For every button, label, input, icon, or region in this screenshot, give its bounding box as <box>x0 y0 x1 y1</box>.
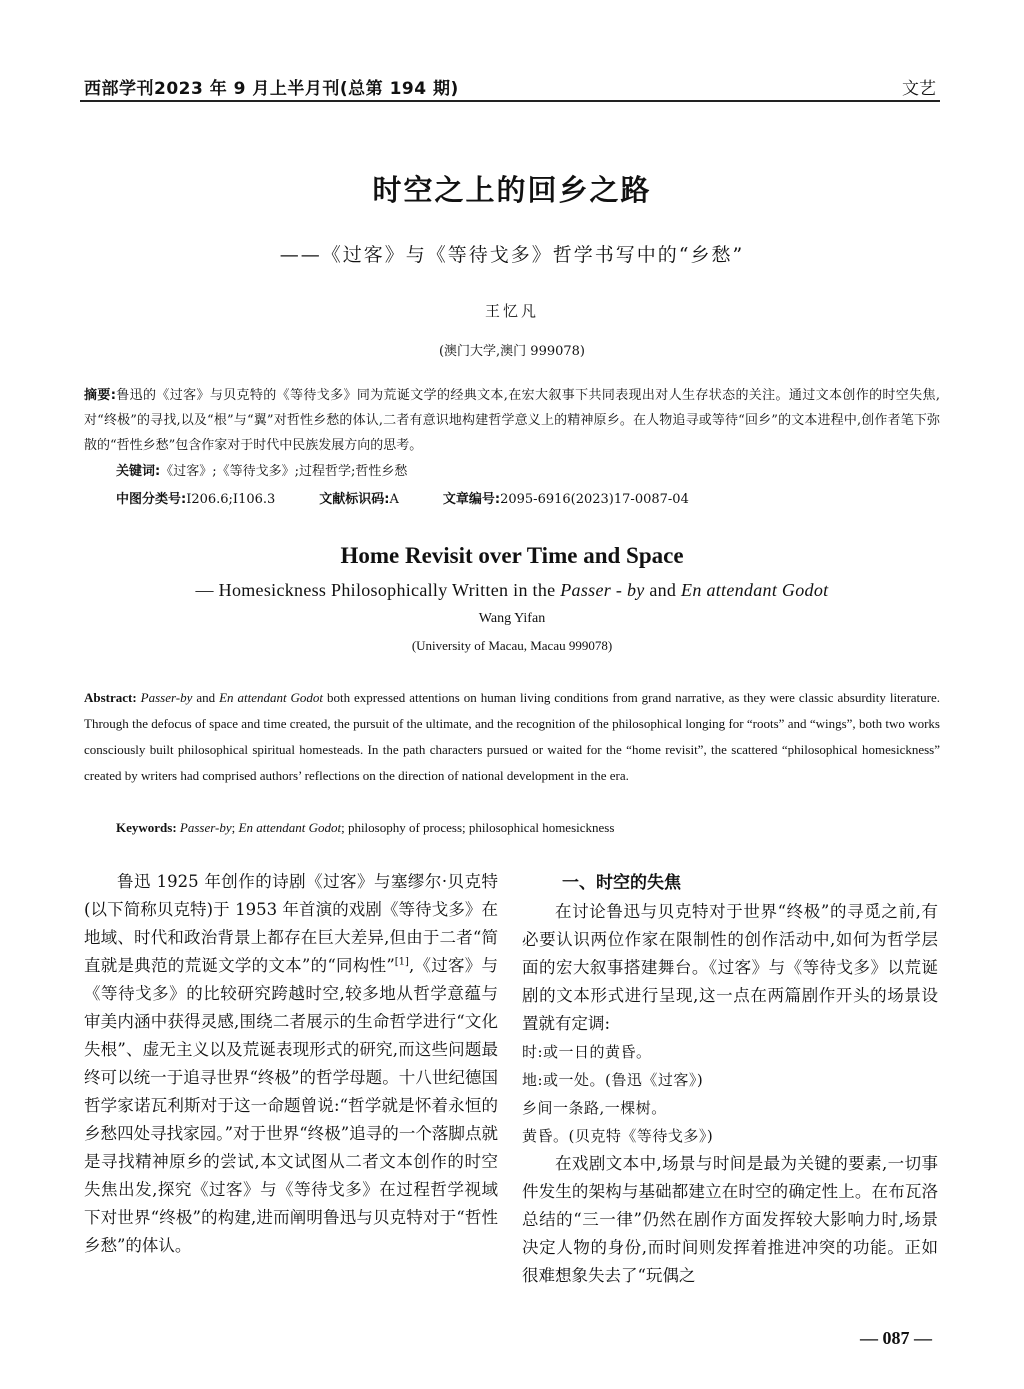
chinese-keywords <box>116 459 407 484</box>
abstract-label: 摘要: <box>84 388 116 403</box>
en-keywords-label: Keywords: <box>116 820 177 835</box>
article-no-label: 文章编号: <box>442 492 501 507</box>
body-paragraph: 在讨论鲁迅与贝克特对于世界“终极”的寻觅之前,有必要认识两位作家在限制性的创作活动中,如何为哲学层面的宏大叙事搭建舞台。《过客》与《等待戈多》以荒诞剧的文本形式进行呈现,这一点在两篇剧作开头的场景设置就有定调: <box>522 902 938 1033</box>
quote-line: 时:或一日的黄昏。 <box>522 1043 652 1061</box>
en-sub-prefix: — Homesickness Philosophically Written in the <box>195 580 561 600</box>
journal-header: 西部学刊2023 年 9 月上半月刊(总第 194 期) <box>84 79 459 99</box>
english-abstract <box>84 685 940 789</box>
en-sub-work2: En attendant Godot <box>681 580 829 600</box>
english-author: Wang Yifan <box>478 611 546 626</box>
body-paragraph: 在戏剧文本中,场景与时间是最为关键的要素,一切事件发生的架构与基础都建立在时空的确定性上。在布瓦洛总结的“三一律”仍然在剧作方面发挥较大影响力时,场景决定人物的身份,而时间则发挥着推进冲突的功能。正如很难想象失去了“玩偶之 <box>522 1154 938 1285</box>
english-subtitle <box>0 580 1024 601</box>
english-affiliation: (University of Macau, Macau 999078) <box>411 638 613 653</box>
en-sub-work1: Passer - by <box>560 580 645 600</box>
en-abstract-label: Abstract: <box>84 690 137 705</box>
author-affiliation: (澳门大学,澳门 999078) <box>438 344 586 359</box>
keywords-text: 《过客》;《等待戈多》;过程哲学;哲性乡愁 <box>160 464 408 479</box>
quote-line: 乡间一条路,一棵树。 <box>522 1099 667 1117</box>
english-keywords <box>116 816 614 840</box>
article-subtitle: ——《过客》与《等待戈多》哲学书写中的“乡愁” <box>279 244 745 266</box>
en-kw2: En attendant Godot <box>238 820 342 835</box>
en-abs-text: both expressed attentions on human living conditions from grand narrative, as they were classic absurdity literature. Through the defocus of space and time created, the pursuit of the ultimate, and the recognition of the philosophical longing for “roots” and “wings”, both two works consciously built philosophical spiritual homesteads. In the path characters pursued or waited for the “home revisit”, the scattered “philosophical homesickness” created by writers had comprised authors’ reflections on the direction of national development in the era. <box>84 690 940 783</box>
paragraph-text: 鲁迅 1925 年创作的诗剧《过客》与塞缪尔·贝克特(以下简称贝克特)于 1953 年首演的戏剧《等待戈多》在地域、时代和政治背景上都存在巨大差异,但由于二者“简直就是典范的荒诞文学的文本”的“同构性” <box>84 872 498 975</box>
body-right-column <box>522 868 938 1290</box>
chinese-abstract <box>84 383 940 458</box>
paragraph-text: ,《过客》与《等待戈多》的比较研究跨越时空,较多地从哲学意蕴与审美内涵中获得灵感,围绕二者展示的生命哲学进行“文化失根”、虚无主义以及荒诞表现形式的研究,而这些问题最终可以统一于追寻世界“终极”的哲学母题。十八世纪德国哲学家诺瓦利斯对于这一命题曾说:“哲学就是怀着永恒的乡愁四处寻找家园。”对于世界“终极”追寻的一个落脚点就是寻找精神原乡的尝试,本文试图从二者文本创作的时空失焦出发,探究《过客》与《等待戈多》在过程哲学视域下对世界“终极”的构建,进而阐明鲁迅与贝克特对于“哲性乡愁”的体认。 <box>84 956 499 1255</box>
body-left-column <box>84 868 498 1260</box>
section-label: 文艺 <box>902 79 936 99</box>
en-kw1: Passer-by <box>179 820 232 835</box>
section-heading: 一、时空的失焦 <box>562 873 681 893</box>
keywords-label: 关键词: <box>116 464 161 479</box>
en-kw-rest: ; philosophy of process; philosophical homesickness <box>341 820 615 835</box>
cls-value: I206.6;I106.3 <box>186 492 276 507</box>
en-sub-mid: and <box>644 580 682 600</box>
english-title: Home Revisit over Time and Space <box>340 543 684 568</box>
doc-code-label: 文献标识码: <box>319 492 390 507</box>
header-rule <box>80 100 940 102</box>
en-abs-work2: En attendant Godot <box>219 690 324 705</box>
cls-label: 中图分类号: <box>116 492 187 507</box>
citation-ref: [1] <box>394 956 409 968</box>
en-kw-sep: ; <box>231 820 239 835</box>
en-abs-work1: Passer-by <box>140 690 193 705</box>
quote-line: 黄昏。(贝克特《等待戈多》) <box>522 1127 714 1145</box>
doc-code-value: A <box>389 492 399 507</box>
article-title: 时空之上的回乡之路 <box>372 173 652 207</box>
classification-row <box>116 487 940 512</box>
en-abs-mid: and <box>192 690 220 705</box>
article-no-value: 2095-6916(2023)17-0087-04 <box>500 492 689 507</box>
body-paragraph <box>84 868 498 1260</box>
quote-line: 地:或一处。(鲁迅《过客》) <box>522 1071 704 1089</box>
author-name: 王忆凡 <box>484 302 539 320</box>
page-number: — 087 — <box>860 1328 932 1348</box>
abstract-text: 鲁迅的《过客》与贝克特的《等待戈多》同为荒诞文学的经典文本,在宏大叙事下共同表现出对人生存状态的关注。通过文本创作的时空失焦,对“终极”的寻找,以及“根”与“翼”对哲性乡愁的体认,二者有意识地构建哲学意义上的精神原乡。在人物追寻或等待“回乡”的文本进程中,创作者笔下弥散的“哲性乡愁”包含作家对于时代中民族发展方向的思考。 <box>84 388 941 453</box>
